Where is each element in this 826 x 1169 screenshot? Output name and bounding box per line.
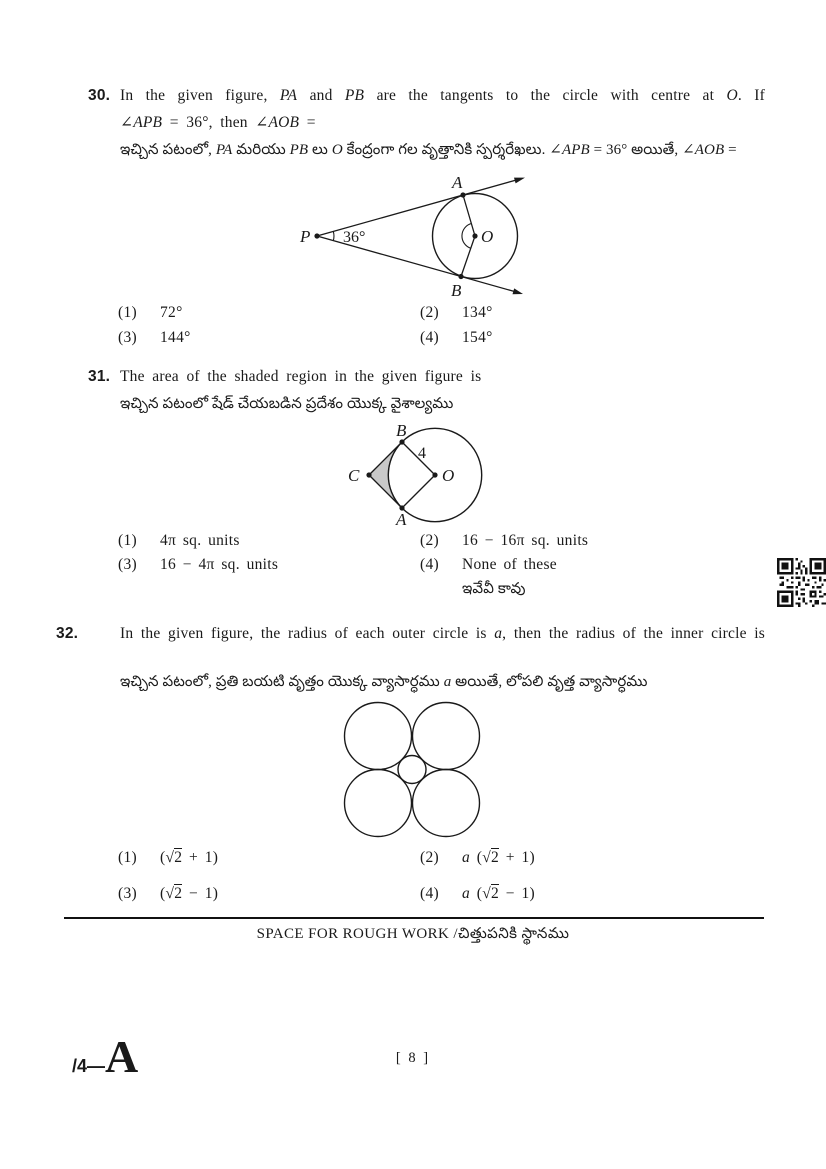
question-31-text: The area of the shaded region in the given figure is (120, 368, 482, 385)
question-30-number: 30. (88, 87, 111, 104)
option-marker: (2) (420, 849, 439, 866)
label-radius-4: 4 (418, 445, 426, 462)
question-30-telugu: ఇచ్చిన పటంలో, PA మరియు PB లు O కేంద్రంగా గల వృత్తానికి స్పర్శరేఖలు. ∠APB = 36° అయితే, ∠AOB = (120, 142, 737, 158)
option-text: 4π sq. units (160, 532, 240, 549)
question-32-telugu: ఇచ్చిన పటంలో, ప్రతి బయటి వృత్తం యొక్క వ్యాసార్ధము a అయితే, లోపలి వృత్త వ్యాసార్ధము (120, 674, 648, 690)
q32-option-1 (118, 849, 218, 867)
label-o: O (481, 227, 494, 246)
question-32-line-1 (56, 621, 765, 647)
inner-circle (398, 756, 426, 784)
arrowhead-bottom (513, 288, 524, 294)
q31-option-4 (420, 556, 557, 574)
question-31-telugu: ఇచ్చిన పటంలో షేడ్ చేయబడిన ప్రదేశం యొక్క వైశాల్యము (120, 396, 454, 412)
option-text: (√2 − 1) (160, 885, 219, 902)
question-31-number: 31. (88, 368, 111, 385)
option-text: 72° (160, 304, 183, 321)
label-b: B (396, 423, 407, 440)
page-number: [ 8 ] (395, 1050, 431, 1066)
option-text: 16 − 16π sq. units (462, 532, 589, 549)
option-text: 16 − 4π sq. units (160, 556, 279, 573)
radius-oa (463, 195, 475, 236)
point-c (366, 472, 371, 477)
question-30-text: In the given figure, PA and PB are the tangents to the circle with centre at O. If (120, 87, 766, 104)
q32-option-2 (420, 849, 535, 867)
option-text: 144° (160, 329, 191, 346)
arrowhead-top (514, 178, 525, 184)
q31-option-3 (118, 556, 278, 574)
point-b (399, 439, 404, 444)
point-o (432, 472, 437, 477)
rough-work-label: SPACE FOR ROUGH WORK /చిత్తుపనికి స్థానము (256, 926, 570, 942)
label-a: A (452, 173, 463, 192)
q30-option-3 (118, 329, 191, 347)
option-marker: (4) (420, 885, 439, 902)
option-marker: (1) (118, 304, 137, 321)
option-marker: (3) (118, 885, 137, 902)
q32-option-3 (118, 885, 218, 903)
label-b: B (451, 281, 462, 300)
booklet-code-prefix: /4— (72, 1056, 106, 1076)
option-marker: (1) (118, 532, 137, 549)
question-32-text: In the given figure, the radius of each outer circle is a, then the radius of the inner circle is (120, 625, 765, 642)
option-text: 134° (462, 304, 493, 321)
figure-shaded-region-circle (340, 423, 490, 528)
label-a: A (396, 510, 407, 528)
q31-option-4-telugu: ఇవేవీ కావు (462, 581, 526, 597)
q32-option-4 (420, 885, 535, 903)
option-text: None of these (462, 556, 557, 573)
q30-option-2 (420, 304, 493, 322)
booklet-code-letter: A (105, 1031, 138, 1082)
option-text: a (√2 + 1) (462, 849, 535, 866)
question-31-line-1 (88, 367, 481, 387)
label-p: P (300, 227, 311, 246)
option-text: (√2 + 1) (160, 849, 219, 866)
label-c: C (348, 466, 360, 485)
option-marker: (3) (118, 329, 137, 346)
option-text: a (√2 − 1) (462, 885, 535, 902)
angle-arc-at-p (333, 231, 334, 240)
side-ao (402, 475, 435, 508)
figure-tangents-to-circle (285, 163, 535, 303)
label-o: O (442, 466, 455, 485)
option-marker: (2) (420, 304, 439, 321)
point-o (472, 233, 477, 238)
footer-divider (64, 917, 764, 919)
shaded-region (369, 442, 402, 508)
angle-arc-at-o (462, 224, 471, 249)
question-30-line-1 (88, 86, 765, 106)
point-a (460, 192, 465, 197)
q30-option-1 (118, 304, 183, 322)
label-36-degrees: 36° (343, 229, 366, 246)
qr-code (777, 558, 826, 607)
q31-option-2 (420, 532, 588, 550)
q30-option-4 (420, 329, 493, 347)
question-30-line-2: ∠APB = 36°, then ∠AOB = (120, 114, 316, 131)
option-marker: (3) (118, 556, 137, 573)
question-32-number: 32. (56, 625, 79, 642)
option-marker: (4) (420, 556, 439, 573)
option-marker: (2) (420, 532, 439, 549)
point-p (314, 233, 319, 238)
option-marker: (1) (118, 849, 137, 866)
point-b (458, 274, 463, 279)
figure-four-circles-inner-circle (340, 701, 485, 841)
option-marker: (4) (420, 329, 439, 346)
option-text: 154° (462, 329, 493, 346)
q31-option-1 (118, 532, 240, 550)
